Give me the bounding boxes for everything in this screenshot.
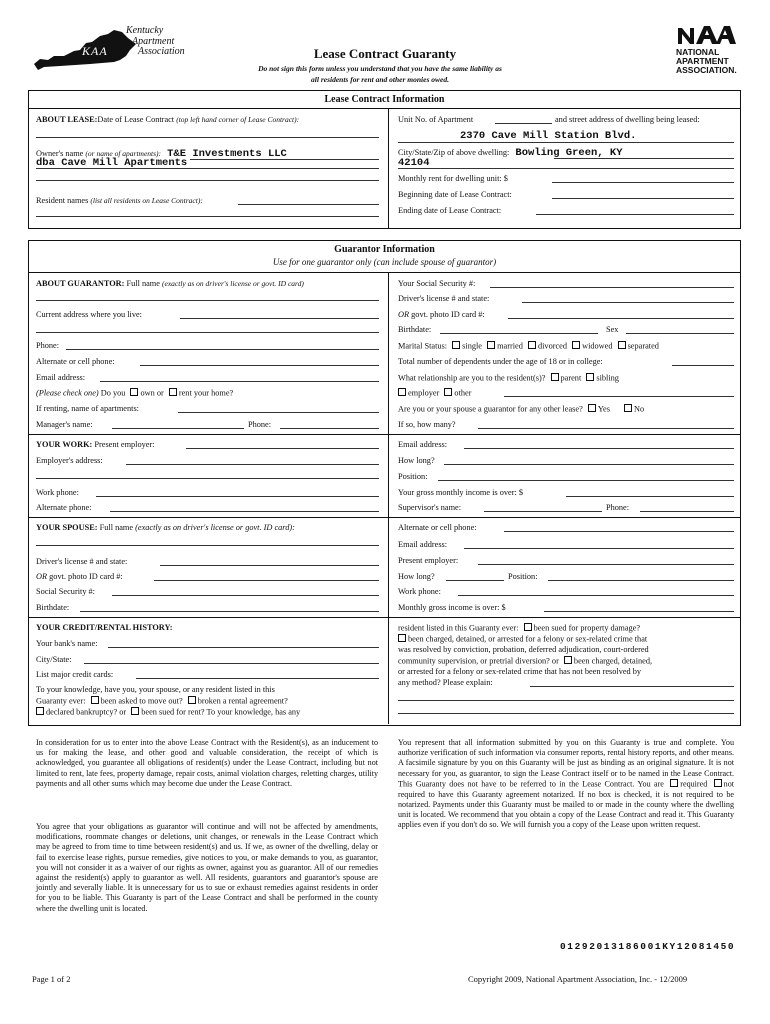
photo-id-field[interactable]	[508, 318, 734, 319]
full-name-field[interactable]	[36, 300, 379, 301]
unit-label: Unit No. of Apartment	[398, 115, 474, 124]
manager-phone-field[interactable]	[280, 428, 379, 429]
street-value: 2370 Cave Mill Station Blvd.	[460, 130, 637, 142]
no-checkbox[interactable]	[624, 404, 632, 412]
rel-employer: employer	[408, 388, 440, 398]
resident-question-line5: or arrested for a felony or sex-related crime that has not been resolved by	[398, 667, 642, 676]
dl-field[interactable]	[522, 302, 734, 303]
city-label: City/State/Zip of above dwelling:	[398, 148, 510, 157]
manager-phone-label: Phone:	[248, 420, 272, 429]
alternate-phone-field[interactable]	[110, 511, 379, 512]
ssn-field[interactable]	[490, 287, 734, 288]
married-checkbox[interactable]	[487, 341, 495, 349]
resident-names-hint: (list all residents on Lease Contract):	[90, 196, 203, 205]
barcode-text: 01292013186001KY12081450	[560, 941, 736, 952]
spouse-alt-phone-field[interactable]	[504, 531, 734, 532]
copyright: Copyright 2009, National Apartment Association, Inc. - 12/2009	[468, 974, 688, 984]
spouse-email-label: Email address:	[398, 540, 448, 549]
rel-sibling: sibling	[596, 373, 619, 383]
present-employer-field[interactable]	[186, 448, 379, 449]
photo-id-label: govt. photo ID card #:	[411, 310, 485, 319]
yes-label: Yes	[597, 404, 610, 414]
spouse-dl-label: Driver's license # and state:	[36, 557, 128, 566]
spouse-employer-label: Present employer:	[398, 556, 459, 565]
work-email-field[interactable]	[464, 448, 734, 449]
credit-question-line2c: broken a rental agreement?	[197, 696, 288, 706]
manager-name-label: Manager's name:	[36, 420, 93, 429]
explain-field[interactable]	[530, 686, 734, 687]
work-phone-field[interactable]	[96, 496, 379, 497]
spouse-or-label: OR	[36, 572, 48, 581]
about-lease-label: ABOUT LEASE:	[36, 115, 98, 124]
spouse-birthdate-label: Birthdate:	[36, 603, 70, 612]
marital-married: married	[497, 341, 523, 351]
credit-question-line3b: been sued for rent? To your knowledge, has any	[141, 707, 301, 717]
guarantor-section-title: Guarantor Information	[334, 244, 435, 255]
alt-phone-field[interactable]	[140, 365, 379, 366]
sex-label: Sex	[606, 325, 619, 334]
spouse-label: YOUR SPOUSE:	[36, 523, 98, 532]
position-field[interactable]	[438, 480, 734, 481]
phone-label: Phone:	[36, 341, 60, 350]
kaa-abbr: KAA	[82, 44, 108, 58]
bank-city-field[interactable]	[84, 663, 379, 664]
birthdate-field[interactable]	[440, 333, 598, 334]
gross-monthly-field[interactable]	[566, 496, 734, 497]
own-checkbox[interactable]	[130, 388, 138, 396]
notarize-not-checkbox[interactable]	[714, 779, 722, 787]
marital-single: single	[462, 341, 482, 351]
sex-field[interactable]	[626, 333, 734, 334]
rel-parent: parent	[560, 373, 582, 383]
rel-other: other	[454, 388, 472, 398]
sued-damage-checkbox[interactable]	[524, 623, 532, 631]
spouse-full-name-hint: (exactly as on driver's license or govt. ID card):	[135, 523, 295, 532]
spouse-full-name-field[interactable]	[36, 545, 379, 546]
work-label: YOUR WORK:	[36, 440, 93, 449]
birthdate-label: Birthdate:	[398, 325, 432, 334]
beginning-date-field[interactable]	[552, 198, 734, 199]
warning-line1: Do not sign this form unless you understand that you have the same liability as	[258, 64, 502, 73]
check-one-label: (Please check one)	[36, 388, 99, 398]
current-address-field-2[interactable]	[36, 332, 379, 333]
credit-cards-field[interactable]	[136, 678, 379, 679]
street-field[interactable]	[398, 142, 734, 143]
spouse-position-label: Position:	[508, 572, 538, 581]
sibling-checkbox[interactable]	[586, 373, 594, 381]
spouse-birthdate-field[interactable]	[80, 611, 379, 612]
do-you-label: Do you	[100, 388, 126, 398]
credit-question-line2b: been asked to move out?	[100, 696, 183, 706]
rent-label: rent your home?	[178, 388, 234, 398]
current-address-field[interactable]	[180, 318, 379, 319]
dependents-label: Total number of dependents under the age of 18 or in college:	[398, 357, 603, 366]
kaa-name-line3: Association	[138, 46, 185, 57]
notarize-required-checkbox[interactable]	[670, 779, 678, 787]
work-email-label: Email address:	[398, 440, 448, 449]
owners-name-field-3[interactable]	[36, 180, 379, 181]
ssn-label: Your Social Security #:	[398, 279, 476, 288]
terms-left-p1: In consideration for us to enter into the above Lease Contract with the Resident(s), as an inducement to us for making the lease, and other good and valuable consideration, the receipt of which is acknowledged, you guarantee all obligations of resident(s) under the Lease Contract, including but not limited to rent, late fees, property damage, repair costs, animal violation charges, reletting charges, utility payments and all other sums which may become due under the Lease Contract.	[36, 738, 378, 788]
spouse-photo-id-label: govt. photo ID card #:	[49, 572, 123, 581]
own-label: own or	[140, 388, 164, 398]
resident-question-line3: was resolved by conviction, probation, deferred adjudication, court-ordered	[398, 645, 649, 654]
bank-city-label: City/State:	[36, 655, 72, 664]
city-field[interactable]	[554, 158, 734, 159]
owners-name-value2: dba Cave Mill Apartments	[36, 157, 188, 169]
monthly-rent-label: Monthly rent for dwelling unit: $	[398, 174, 508, 183]
owners-name-field[interactable]	[190, 159, 379, 160]
monthly-rent-field[interactable]	[552, 182, 734, 183]
kaa-name-line1: Kentucky	[126, 25, 164, 36]
terms-right-p1a: You represent that all information submitted by you on this Guaranty is true and complete. You authorize verification of such information via consumer reports, rental history reports, and other means. A facsimile signature by you on this Guaranty will be just as binding as an original signature. It is not necessary for you, as guarantor, to sign the Lease Contract itself or to be named in the Lease Contract. This Guaranty does not have to be referred to in the Lease Contract. You are	[398, 738, 734, 789]
spouse-photo-id-field[interactable]	[154, 580, 379, 581]
about-lease-text: Date of Lease Contract	[97, 115, 175, 124]
naa-line2: APARTMENT	[676, 56, 729, 66]
lease-date-field[interactable]	[36, 137, 379, 138]
spouse-how-long-label: How long?	[398, 572, 435, 581]
street-label: and street address of dwelling being leased:	[555, 115, 700, 124]
widowed-checkbox[interactable]	[572, 341, 580, 349]
spouse-work-phone-label: Work phone:	[398, 587, 441, 596]
position-label: Position:	[398, 472, 428, 481]
other-lease-label: Are you or your spouse a guarantor for any other lease?	[398, 404, 583, 414]
resident-question-line1a: resident listed in this Guaranty ever:	[398, 623, 519, 633]
bank-label: Your bank's name:	[36, 639, 98, 648]
renting-label: If renting, name of apartments:	[36, 404, 139, 413]
asked-move-checkbox[interactable]	[91, 696, 99, 704]
zip-value: 42104	[398, 157, 430, 169]
separated-checkbox[interactable]	[618, 341, 626, 349]
no-label: No	[634, 404, 645, 414]
spouse-full-name-label: Full name	[99, 523, 134, 532]
ending-date-label: Ending date of Lease Contract:	[398, 206, 502, 215]
resident-question-line4a: community supervision, or pretrial diversion? or	[398, 656, 559, 666]
phone-field[interactable]	[66, 349, 379, 350]
spouse-gross-label: Monthly gross income is over: $	[398, 603, 506, 612]
resident-question-line2: been charged, detained, or arrested for a felony or sex-related crime that	[408, 634, 648, 644]
how-long-label: How long?	[398, 456, 435, 465]
resident-question-line4b: been charged, detained,	[573, 656, 653, 666]
terms-right-p1b: required to have this Guaranty agreement notarized. If no box is checked, it is not required to be notarized. Payments under this Guaranty must be mailed to or made in the county where the dwelling unit is located. We recommend that you obtain a copy of the Lease Contract and read it. This Guaranty applies even if you don't do so. We will furnish you a copy of the Lease upon written request.	[398, 789, 734, 830]
page-number: Page 1 of 2	[32, 974, 71, 984]
employer-address-label: Employer's address:	[36, 456, 103, 465]
spouse-how-long-field[interactable]	[446, 580, 504, 581]
work-phone-label: Work phone:	[36, 488, 79, 497]
about-guarantor-label: ABOUT GUARANTOR:	[36, 279, 125, 288]
yes-checkbox[interactable]	[588, 404, 596, 412]
terms-not: not	[723, 779, 734, 789]
city-field-2[interactable]	[398, 168, 734, 169]
spouse-dl-field[interactable]	[160, 565, 379, 566]
present-employer-label: Present employer:	[94, 440, 155, 449]
alternate-phone-label: Alternate phone:	[36, 503, 92, 512]
bankruptcy-checkbox[interactable]	[36, 707, 44, 715]
credit-cards-label: List major credit cards:	[36, 670, 114, 679]
spouse-gross-field[interactable]	[544, 611, 734, 612]
relationship-label: What relationship are you to the resident(s)?	[398, 373, 546, 383]
credit-question-line1: To your knowledge, have you, your spouse, or any resident listed in this	[36, 685, 275, 694]
spouse-work-phone-field[interactable]	[458, 595, 734, 596]
resident-question-line1b: been sued for property damage?	[533, 623, 641, 633]
ending-date-field[interactable]	[536, 214, 734, 215]
broken-agreement-checkbox[interactable]	[188, 696, 196, 704]
spouse-ssn-field[interactable]	[112, 595, 379, 596]
naa-logo	[676, 24, 746, 80]
full-name-label: Full name	[126, 279, 160, 288]
alt-phone-label: Alternate or cell phone:	[36, 357, 115, 366]
dl-label: Driver's license # and state:	[398, 294, 490, 303]
spouse-employer-field[interactable]	[478, 564, 734, 565]
renting-field[interactable]	[178, 412, 379, 413]
how-many-label: If so, how many?	[398, 420, 456, 429]
employer-checkbox[interactable]	[398, 388, 406, 396]
page-title: Lease Contract Guaranty	[313, 46, 457, 61]
bank-field[interactable]	[108, 647, 379, 648]
unit-field[interactable]	[495, 123, 552, 124]
owners-name-hint: (or name of apartments):	[85, 149, 162, 158]
credit-question-line2a: Guaranty ever:	[36, 696, 86, 706]
resident-names-field-2[interactable]	[36, 216, 379, 217]
resident-question-line6: any method? Please explain:	[398, 678, 493, 687]
lease-section-title: Lease Contract Information	[324, 94, 445, 105]
dependents-field[interactable]	[672, 365, 734, 366]
spouse-email-field[interactable]	[464, 548, 734, 549]
charged-unresolved-checkbox[interactable]	[564, 656, 572, 664]
credit-question-line3a: declared bankruptcy? or	[46, 707, 127, 717]
explain-field-3[interactable]	[398, 713, 734, 714]
spouse-alt-phone-label: Alternate or cell phone:	[398, 523, 477, 532]
owners-name-value: T&E Investments LLC	[167, 148, 287, 160]
rent-checkbox[interactable]	[169, 388, 177, 396]
email-field[interactable]	[100, 381, 379, 382]
divorced-checkbox[interactable]	[528, 341, 536, 349]
marital-separated: separated	[627, 341, 659, 351]
supervisor-field[interactable]	[484, 511, 602, 512]
spouse-position-field[interactable]	[548, 580, 734, 581]
current-address-label: Current address where you live:	[36, 310, 142, 319]
how-long-field[interactable]	[444, 464, 734, 465]
single-checkbox[interactable]	[452, 341, 460, 349]
charged-resolved-checkbox[interactable]	[398, 634, 406, 642]
supervisor-phone-label: Phone:	[606, 503, 630, 512]
owners-name-label: Owner's name	[36, 149, 84, 158]
terms-left-p2: You agree that your obligations as guarantor will continue and will not be affected by amendments, modifications, roommate changes or deletions, unit changes, or renewals in the Lease Contract which may be agreed to from time to time between resident(s) and us. If we, as owner of the dwelling, delay or fail to exercise lease rights, pursue remedies, give notices to you, or make demands to you, as guarantor, you will not consider it as a waiver of our rights as owner, against you as guarantor. All of our remedies against the resident(s) apply to guarantor as well. All residents, guarantors and guarantor's spouse are jointly and severally liable. It is unnecessary for us to sue or exhaust remedies against residents in order for you to be liable. This Guaranty is part of the Lease Contract and shall be performed in the county where the dwelling unit is located.	[36, 822, 378, 913]
naa-mark-icon	[676, 24, 736, 46]
kaa-name-line2: Apartment	[132, 35, 175, 47]
naa-line3: ASSOCIATION.	[676, 65, 737, 75]
resident-names-label: Resident names	[36, 196, 89, 205]
sued-rent-checkbox[interactable]	[131, 707, 139, 715]
warning-line2: all residents for rent and other monies owed.	[311, 75, 449, 84]
city-value: Bowling Green, KY	[515, 147, 623, 159]
beginning-date-label: Beginning date of Lease Contract:	[398, 190, 512, 199]
spouse-ssn-label: Social Security #:	[36, 587, 95, 596]
employer-address-field-2[interactable]	[36, 478, 379, 479]
marital-widowed: widowed	[582, 341, 613, 351]
explain-field-2[interactable]	[398, 700, 734, 701]
parent-checkbox[interactable]	[551, 373, 559, 381]
guarantor-section-subtitle: Use for one guarantor only (can include spouse of guarantor)	[272, 257, 497, 267]
supervisor-phone-field[interactable]	[640, 511, 734, 512]
marital-divorced: divorced	[537, 341, 567, 351]
supervisor-label: Supervisor's name:	[398, 503, 462, 512]
credit-label: YOUR CREDIT/RENTAL HISTORY:	[36, 623, 173, 632]
naa-line1: NATIONAL	[676, 47, 720, 57]
relationship-other-field[interactable]	[504, 396, 734, 397]
owners-name-field-2[interactable]	[36, 168, 379, 169]
other-checkbox[interactable]	[444, 388, 452, 396]
full-name-hint: (exactly as on driver's license or govt. ID card)	[162, 279, 304, 288]
manager-name-field[interactable]	[112, 428, 244, 429]
email-label: Email address:	[36, 373, 86, 382]
about-lease-hint: (top left hand corner of Lease Contract):	[176, 115, 300, 124]
marital-label: Marital Status:	[398, 341, 448, 351]
terms-required: required	[680, 779, 708, 789]
gross-monthly-label: Your gross monthly income is over: $	[398, 488, 523, 497]
resident-names-field[interactable]	[238, 204, 379, 205]
employer-address-field[interactable]	[126, 464, 379, 465]
how-many-field[interactable]	[478, 428, 734, 429]
or-label: OR	[398, 310, 410, 319]
